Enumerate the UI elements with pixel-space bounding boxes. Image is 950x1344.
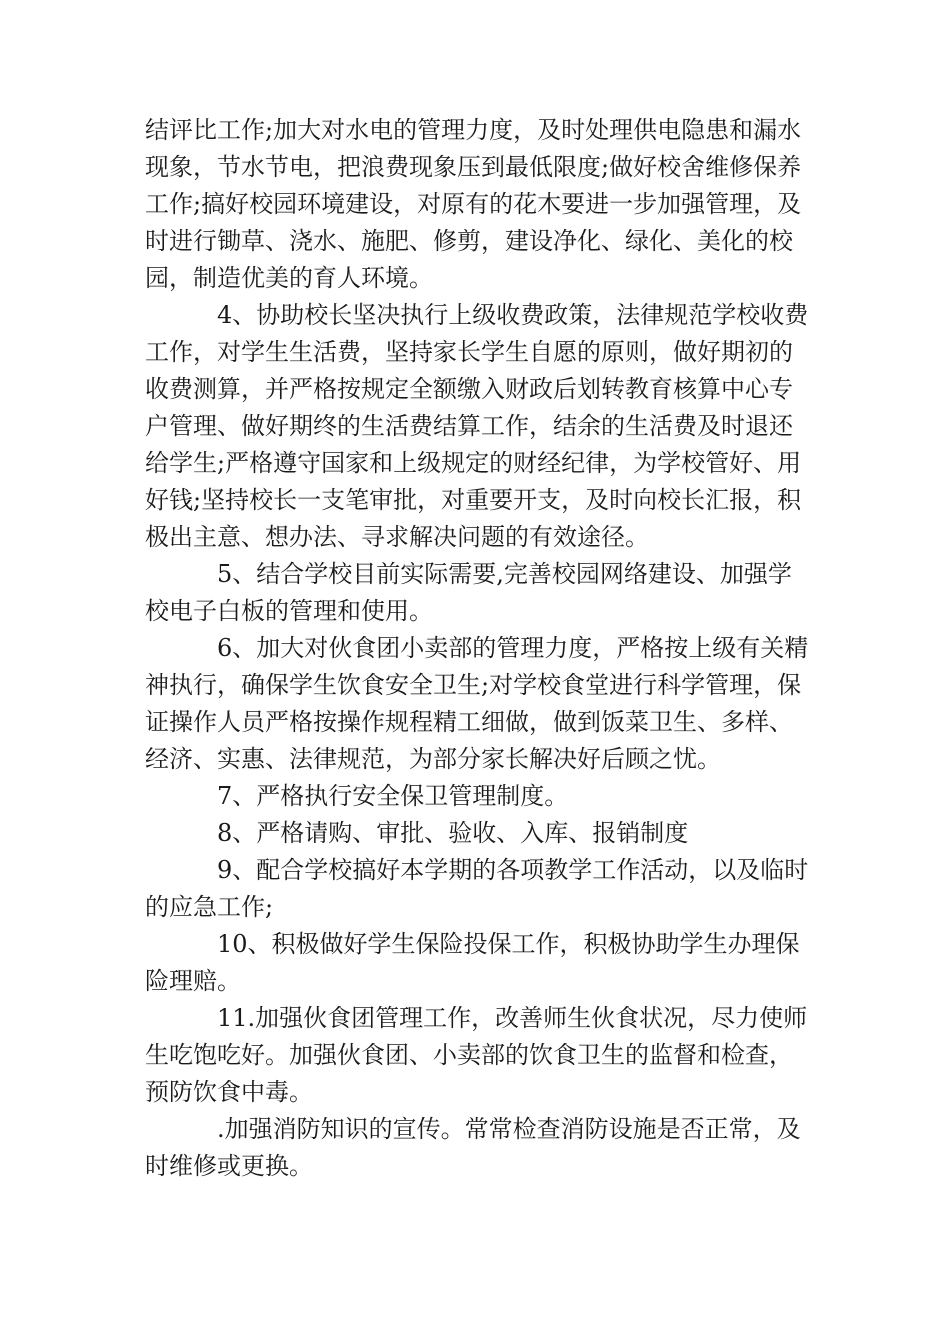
text-line: 10、积极做好学生保险投保工作，积极协助学生办理保: [217, 930, 800, 958]
text-line: 工作，对学生生活费，坚持家长学生自愿的原则，做好期初的: [145, 338, 793, 366]
text-line: 险理赔。: [145, 967, 241, 995]
text-line: .加强消防知识的宣传。常常检查消防设施是否正常，及: [217, 1115, 801, 1143]
text-line: 9、配合学校搞好本学期的各项教学工作活动，以及临时: [217, 856, 809, 884]
text-line: 经济、实惠、法律规范，为部分家长解决好后顾之忧。: [145, 745, 721, 773]
paragraph-item-7: [145, 778, 810, 815]
text-line: 给学生;严格遵守国家和上级规定的财经纪律，为学校管好、用: [145, 449, 802, 477]
text-line: 时进行锄草、浇水、施肥、修剪，建设净化、绿化、美化的校: [145, 227, 793, 255]
paragraph-fire-safety: [145, 1111, 810, 1185]
text-line: 生吃饱吃好。加强伙食团、小卖部的饮食卫生的监督和检查，: [145, 1041, 793, 1069]
paragraph-item-5: [145, 556, 810, 630]
text-line: 结评比工作;加大对水电的管理力度，及时处理供电隐患和漏水: [145, 116, 802, 144]
text-line: 收费测算，并严格按规定全额缴入财政后划转教育核算中心专: [145, 375, 793, 403]
paragraph-item-10: [145, 926, 810, 1000]
text-line: 11.加强伙食团管理工作，改善师生伙食状况，尽力使师: [217, 1004, 808, 1032]
text-line: 6、加大对伙食团小卖部的管理力度，严格按上级有关精: [217, 634, 809, 662]
text-line: 7、严格执行安全保卫管理制度。: [217, 782, 569, 810]
text-line: 现象，节水节电，把浪费现象压到最低限度;做好校舍维修保养: [145, 153, 802, 181]
text-line: 5、结合学校目前实际需要,完善校园网络建设、加强学: [217, 560, 792, 588]
paragraph-item-4: [145, 297, 810, 556]
text-line: 神执行，确保学生饮食安全卫生;对学校食堂进行科学管理，保: [145, 671, 802, 699]
paragraph-item-11: [145, 1000, 810, 1111]
text-line: 好钱;坚持校长一支笔审批，对重要开支，及时向校长汇报，积: [145, 486, 802, 514]
text-line: 时维修或更换。: [145, 1152, 313, 1180]
paragraph-item-9: [145, 852, 810, 926]
text-line: 4、协助校长坚决执行上级收费政策，法律规范学校收费: [217, 301, 809, 329]
text-line: 工作;搞好校园环境建设，对原有的花木要进一步加强管理，及: [145, 190, 802, 218]
document-body: [145, 112, 810, 1185]
paragraph-item-6: [145, 630, 810, 778]
text-line: 户管理、做好期终的生活费结算工作，结余的生活费及时退还: [145, 412, 793, 440]
paragraph-item-8: [145, 815, 810, 852]
text-line: 的应急工作;: [145, 893, 274, 921]
text-line: 校电子白板的管理和使用。: [145, 597, 433, 625]
text-line: 8、严格请购、审批、验收、入库、报销制度: [217, 819, 689, 847]
text-line: 证操作人员严格按操作规程精工细做，做到饭菜卫生、多样、: [145, 708, 793, 736]
text-line: 预防饮食中毒。: [145, 1078, 313, 1106]
paragraph-continuation: [145, 112, 810, 297]
text-line: 极出主意、想办法、寻求解决问题的有效途径。: [145, 523, 649, 551]
text-line: 园，制造优美的育人环境。: [145, 264, 433, 292]
